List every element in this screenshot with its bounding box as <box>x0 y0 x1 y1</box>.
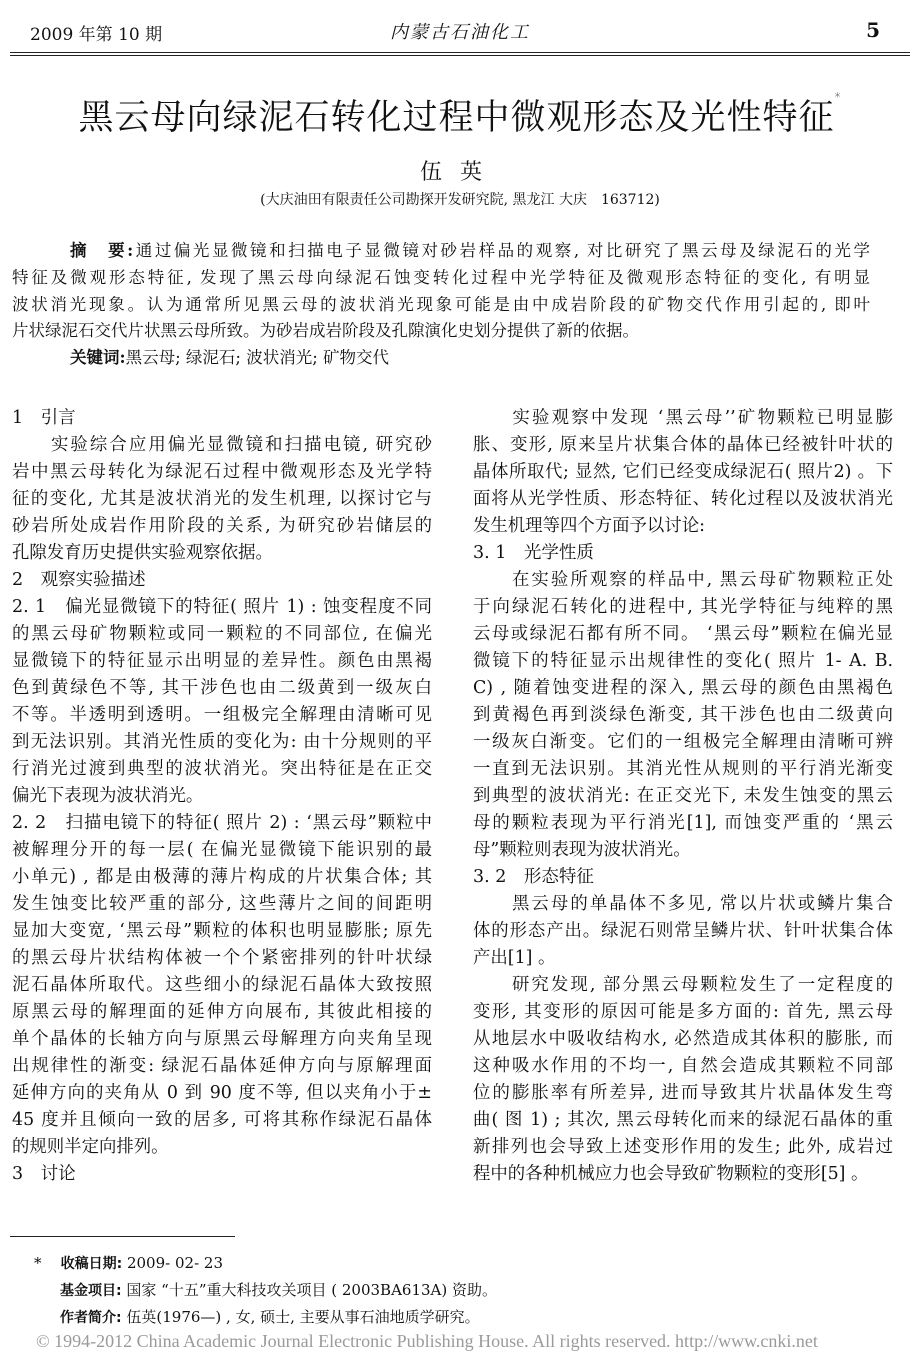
text-line: 这种吸水作用的不均一, 自然会造成其颗粒不同部 <box>473 1056 893 1076</box>
text-line: 小单元) , 都是由极薄的薄片构成的片状集合体; 其 <box>12 867 432 887</box>
text-line: 的规则半定向排列。 <box>12 1137 169 1157</box>
section-heading <box>12 567 432 594</box>
text-line: 在实验所观察的样品中, 黑云母矿物颗粒正处 <box>473 570 893 590</box>
author-bio-label: 作者简介: <box>60 1310 122 1326</box>
paragraph <box>12 810 432 1161</box>
text-line: 研究发现, 部分黑云母颗粒发生了一定程度的 <box>473 975 893 995</box>
keywords-value: 黑云母; 绿泥石; 波状消光; 矿物交代 <box>125 348 390 368</box>
text-line: 原黑云母的解理面的延伸方向展布, 其彼此相接的 <box>12 1002 432 1022</box>
text-line: 体的形态产出。绿泥石则常呈鳞片状、针叶状集合体 <box>473 921 893 941</box>
paragraph <box>12 432 432 567</box>
received-label: 收稿日期: <box>60 1256 123 1272</box>
text-line: 到典型的波状消光: 在正交光下, 未发生蚀变的黑云 <box>473 786 893 806</box>
text-line: 2. 2 扫描电镜下的特征( 照片 2) : ‘黑云母”颗粒中 <box>12 813 432 833</box>
title-footnote-mark: * <box>834 90 842 104</box>
heading-text: 3 讨论 <box>12 1164 76 1184</box>
issue-label: 2009 年第 10 期 <box>30 25 163 45</box>
paragraph <box>473 972 893 1188</box>
section-heading <box>12 405 432 432</box>
section-heading <box>12 1161 432 1188</box>
right-column <box>473 405 893 1188</box>
abstract-line: 特征及微观形态特征, 发现了黑云母向绿泥石蚀变转化过程中光学特征及微观形态特征的变化, 有明显 <box>12 267 870 287</box>
text-line: 面将从光学性质、形态特征、转化过程以及波状消光 <box>473 489 893 509</box>
text-line: 孔隙发育历史提供实验观察依据。 <box>12 543 273 563</box>
paragraph <box>473 405 893 540</box>
text-line: 从地层水中吸收结构水, 必然造成其体积的膨胀, 而 <box>473 1029 893 1049</box>
text-line: 行消光过渡到典型的波状消光。突出特征是在正交 <box>12 759 432 779</box>
header-rule <box>10 52 910 56</box>
heading-text: 2 观察实验描述 <box>12 570 146 590</box>
text-line: 出规律性的渐变: 绿泥石晶体延伸方向与原解理面 <box>12 1056 432 1076</box>
abstract-line: 片状绿泥石交代片状黑云母所致。为砂岩成岩阶段及孔隙演化史划分提供了新的依据。 <box>12 321 639 341</box>
abstract <box>12 238 870 372</box>
text-line: 实验综合应用偏光显微镜和扫描电镜, 研究砂 <box>12 435 432 455</box>
text-line: 2. 1 偏光显微镜下的特征( 照片 1) : 蚀变程度不同 <box>12 597 432 617</box>
footnote-rule <box>10 1236 235 1237</box>
text-line: 母的颗粒表现为平行消光[1], 而蚀变严重的 ‘黑云 <box>473 813 893 833</box>
paragraph <box>473 891 893 972</box>
text-line: C) , 随着蚀变进程的深入, 黑云母的颜色由黑褐色 <box>473 678 893 698</box>
text-line: 单个晶体的长轴方向与原黑云母解理方向夹角呈现 <box>12 1029 432 1049</box>
text-line: 延伸方向的夹角从 0 到 90 度不等, 但以夹角小于± <box>12 1083 432 1103</box>
section-heading <box>473 540 893 567</box>
text-line: 新排列也会导致上述变形作用的发生; 此外, 成岩过 <box>473 1137 893 1157</box>
fund-label: 基金项目: <box>60 1283 122 1299</box>
text-line: 黑云母的单晶体不多见, 常以片状或鳞片集合 <box>473 894 893 914</box>
copyright-watermark: © 1994-2012 China Academic Journal Electronic Publishing House. All rights reserved. http://www.cnki.net <box>36 1331 818 1351</box>
heading-text: 1 引言 <box>12 408 76 428</box>
text-line: 45 度并且倾向一致的居多, 可将其称作绿泥石晶体 <box>12 1110 432 1130</box>
text-line: 母”颗粒则表现为波状消光。 <box>473 840 691 860</box>
title-text: 黑云母向绿泥石转化过程中微观形态及光性特征 <box>78 98 835 138</box>
footnote-mark: * <box>34 1254 42 1272</box>
author-name: 伍英 <box>419 160 500 185</box>
article-title <box>0 90 920 140</box>
text-line: 变形, 其变形的原因可能是多方面的: 首先, 黑云母 <box>473 1002 893 1022</box>
keywords-label: 关键词: <box>70 348 126 368</box>
text-line: 色到黄绿色不等, 其干涉色也由二级黄到一级灰白 <box>12 678 432 698</box>
text-line: 晶体所取代; 显然, 它们已经变成绿泥石( 照片2) 。下 <box>473 462 893 482</box>
text-line: 曲( 图 1) ; 其次, 黑云母转化而来的绿泥石晶体的重 <box>473 1110 893 1130</box>
paragraph <box>12 594 432 810</box>
text-line: 被解理分开的每一层( 在偏光显微镜下能识别的最 <box>12 840 432 860</box>
text-line: 不等。半透明到透明。一组极完全解理由清晰可见 <box>12 705 432 725</box>
received-date: 2009- 02- 23 <box>126 1254 223 1272</box>
text-line: 显微镜下的特征显示出明显的差异性。颜色由黑褐 <box>12 651 432 671</box>
footnote-author <box>34 1304 497 1331</box>
journal-name: 内蒙古石油化工 <box>390 22 530 43</box>
author-bio: 伍英(1976—) , 女, 硕士, 主要从事石油地质学研究。 <box>126 1308 480 1326</box>
footnote-fund <box>34 1277 497 1304</box>
text-line: 到无法识别。其消光性质的变化为: 由十分规则的平 <box>12 732 432 752</box>
text-line: 发生机理等四个方面予以讨论: <box>473 516 705 536</box>
text-line: 显加大变宽, ‘黑云母”颗粒的体积也明显膨胀; 原先 <box>12 921 432 941</box>
heading-text: 3. 2 形态特征 <box>473 867 594 887</box>
text-line: 岩中黑云母转化为绿泥石过程中微观形态及光学特 <box>12 462 432 482</box>
text-line: 发生蚀变比较严重的部分, 这些薄片之间的间距明 <box>12 894 432 914</box>
text-line: 位的膨胀率有所差异, 进而导致其片状晶体发生弯 <box>473 1083 893 1103</box>
text-line: 微镜下的特征显示出规律性的变化( 照片 1- A. B. <box>473 651 893 671</box>
text-line: 一级灰白渐变。它们的一组极完全解理由清晰可辨 <box>473 732 893 752</box>
text-line: 砂岩所处成岩作用阶段的关系, 为研究砂岩储层的 <box>12 516 432 536</box>
footnotes <box>34 1250 497 1331</box>
text-line: 程中的各种机械应力也会导致矿物颗粒的变形[5] 。 <box>473 1164 869 1184</box>
text-line: 的黑云母片状结构体被一个个紧密排列的针叶状绿 <box>12 948 432 968</box>
text-line: 胀、变形, 原来呈片状集合体的晶体已经被针叶状的 <box>473 435 893 455</box>
abstract-line: 波状消光现象。认为通常所见黑云母的波状消光现象可能是由中成岩阶段的矿物交代作用引起的, 即叶 <box>12 294 870 314</box>
text-line: 征的变化, 尤其是波状消光的发生机理, 以探讨它与 <box>12 489 432 509</box>
text-line: 云母或绿泥石都有所不同。 ‘黑云母”颗粒在偏光显 <box>473 624 893 644</box>
page-number: 5 <box>866 18 880 42</box>
abstract-label: 摘 要: <box>70 241 134 260</box>
abstract-line <box>70 238 870 265</box>
section-heading <box>473 864 893 891</box>
text-line: 泥石晶体所取代。这些细小的绿泥石晶体大致按照 <box>12 975 432 995</box>
affiliation: (大庆油田有限责任公司勘探开发研究院, 黑龙江 大庆 163712) <box>260 192 660 208</box>
keywords <box>70 345 870 372</box>
text-line: 实验观察中发现 ‘黑云母’’矿物颗粒已明显膨 <box>473 408 893 428</box>
text-line: 于向绿泥石转化的进程中, 其光学特征与纯粹的黑 <box>473 597 893 617</box>
text-line: 一直到无法识别。其消光性从规则的平行消光渐变 <box>473 759 893 779</box>
fund-text: 国家 “十五”重大科技攻关项目 ( 2003BA613A) 资助。 <box>126 1281 497 1299</box>
text-line: 到黄褐色再到淡绿色渐变, 其干涉色也由二级黄向 <box>473 705 893 725</box>
text-line: 的黑云母矿物颗粒或同一颗粒的不同部位, 在偏光 <box>12 624 432 644</box>
heading-text: 3. 1 光学性质 <box>473 543 594 563</box>
text-line: 产出[1] 。 <box>473 948 556 968</box>
text-line: 偏光下表现为波状消光。 <box>12 786 204 806</box>
paragraph <box>473 567 893 864</box>
abstract-text: 通过偏光显微镜和扫描电子显微镜对砂岩样品的观察, 对比研究了黑云母及绿泥石的光学 <box>133 241 870 260</box>
footnote-received <box>34 1250 497 1277</box>
left-column <box>12 405 432 1188</box>
